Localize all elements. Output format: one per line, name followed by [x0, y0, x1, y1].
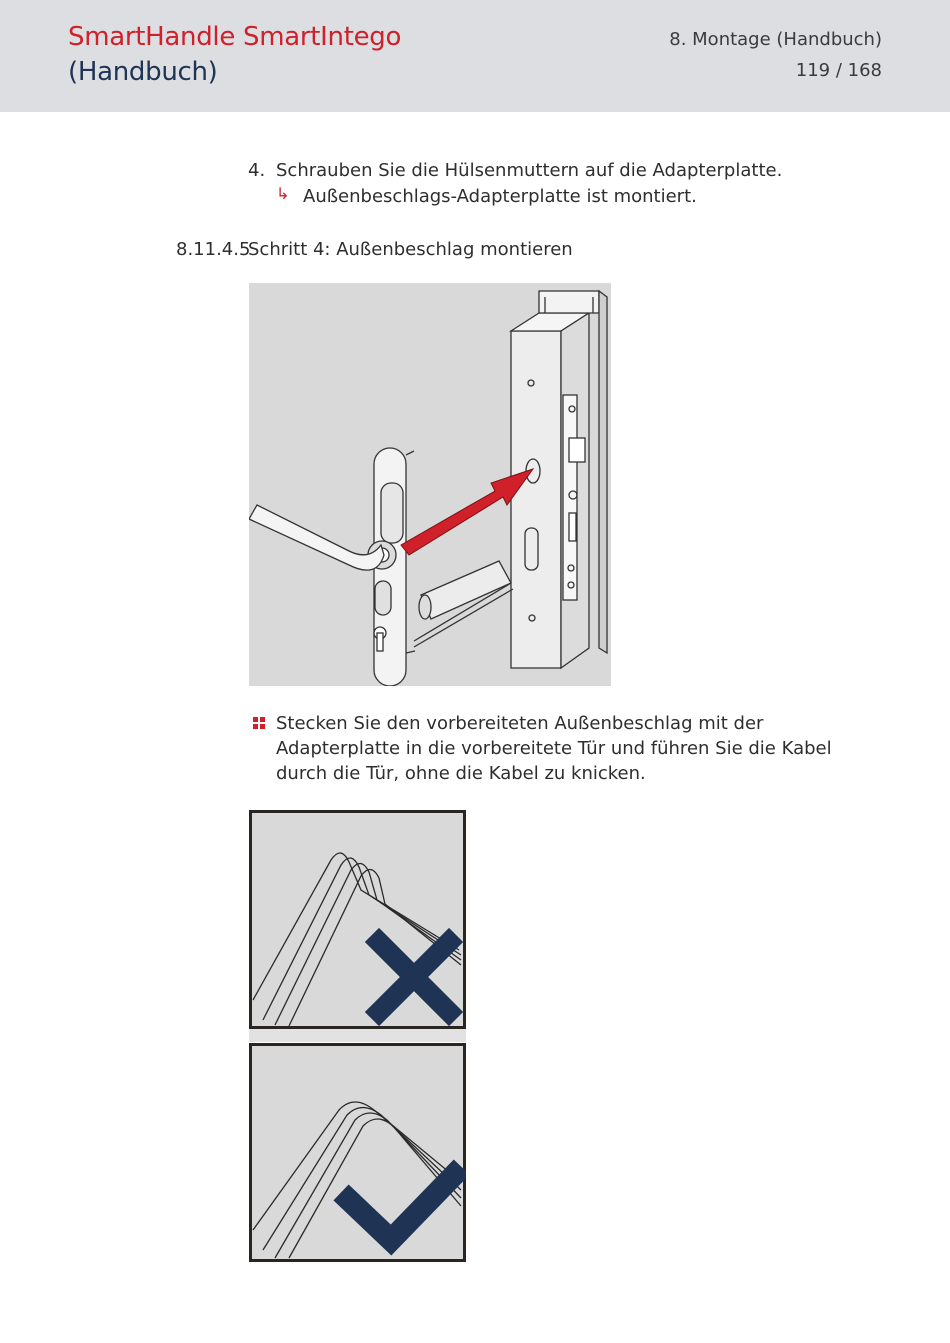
document-subtitle: (Handbuch): [68, 57, 218, 87]
chapter-label: 8. Montage (Handbuch): [669, 29, 882, 50]
correct-cable-panel: [251, 1045, 465, 1261]
step-number: 4.: [248, 160, 266, 181]
step-result-text: Außenbeschlags-Adapterplatte ist montiert.: [303, 186, 697, 207]
wrong-cable-panel: [251, 812, 465, 1028]
section-title: Schritt 4: Außenbeschlag montieren: [248, 239, 573, 260]
instruction-bullet-icon: [253, 717, 266, 730]
assembly-illustration: [249, 283, 611, 686]
cable-bending-illustration: [249, 810, 466, 1262]
document-title: SmartHandle SmartIntego: [68, 22, 402, 52]
result-arrow-icon: ↳: [276, 184, 290, 203]
step-text: Schrauben Sie die Hülsenmuttern auf die Adapterplatte.: [276, 160, 783, 181]
section-number: 8.11.4.5: [176, 239, 251, 260]
instruction-text: Stecken Sie den vorbereiteten Außenbeschlag mit der Adapterplatte in die vorbereitete Tür und führen Sie die Kabel durch die Tür, ohne die Kabel zu knicken.: [276, 713, 832, 784]
page-number: 119 / 168: [795, 60, 882, 81]
page-header: [0, 0, 950, 112]
